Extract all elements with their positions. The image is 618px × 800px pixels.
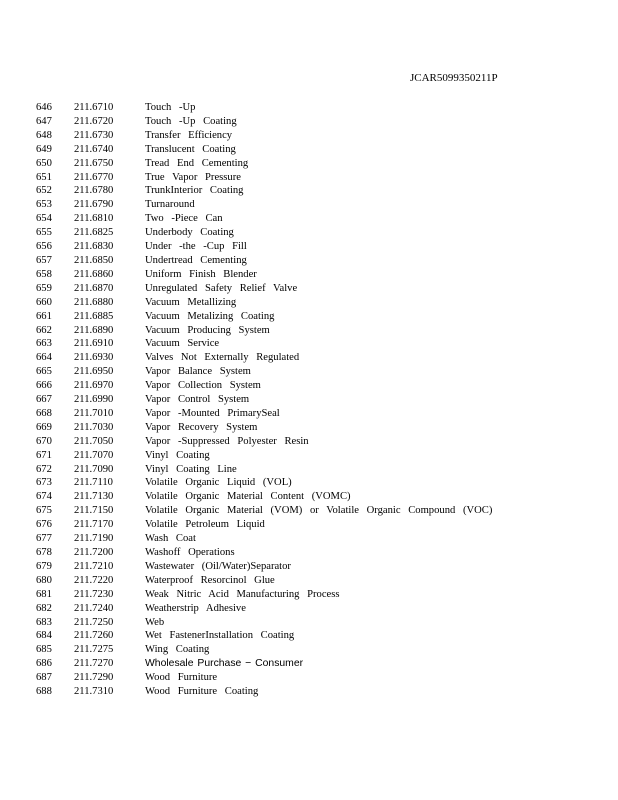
term-label: Wood Furniture Coating bbox=[145, 686, 259, 698]
list-item bbox=[36, 282, 606, 296]
list-item bbox=[36, 379, 606, 393]
term-label: Transfer Efficiency bbox=[145, 129, 233, 141]
section-number: 211.7275 bbox=[74, 644, 114, 656]
section-number: 211.7090 bbox=[74, 463, 114, 475]
row-number: 687 bbox=[36, 672, 52, 684]
list-item bbox=[36, 671, 606, 685]
section-number: 211.7130 bbox=[74, 491, 114, 503]
row-number: 649 bbox=[36, 143, 52, 155]
list-item bbox=[36, 518, 606, 532]
row-number: 669 bbox=[36, 421, 52, 433]
list-item bbox=[36, 240, 606, 254]
term-label: Volatile Petroleum Liquid bbox=[145, 519, 265, 531]
section-number: 211.7030 bbox=[74, 421, 114, 433]
list-item bbox=[36, 685, 606, 699]
row-number: 663 bbox=[36, 338, 52, 350]
row-number: 674 bbox=[36, 491, 52, 503]
row-number: 682 bbox=[36, 602, 52, 614]
section-number: 211.6780 bbox=[74, 185, 114, 197]
term-label: Under -the -Cup Fill bbox=[145, 241, 247, 253]
term-label: Volatile Organic Material (VOM) or Volatile Organic Compound (VOC) bbox=[145, 505, 493, 517]
term-label: Underbody Coating bbox=[145, 227, 234, 239]
row-number: 686 bbox=[36, 658, 52, 670]
section-number: 211.6880 bbox=[74, 296, 114, 308]
row-number: 668 bbox=[36, 407, 52, 419]
row-number: 675 bbox=[36, 505, 52, 517]
row-number: 659 bbox=[36, 282, 52, 294]
term-label: Vacuum Metallizing bbox=[145, 296, 237, 308]
list-item bbox=[36, 657, 606, 671]
term-label: TrunkInterior Coating bbox=[145, 185, 244, 197]
section-number: 211.6730 bbox=[74, 129, 114, 141]
section-number: 211.7270 bbox=[74, 658, 114, 670]
row-number: 672 bbox=[36, 463, 52, 475]
section-number: 211.7310 bbox=[74, 686, 114, 698]
section-number: 211.7220 bbox=[74, 574, 114, 586]
section-number: 211.6930 bbox=[74, 352, 114, 364]
list-item bbox=[36, 310, 606, 324]
list-item bbox=[36, 129, 606, 143]
list-item bbox=[36, 365, 606, 379]
list-item bbox=[36, 421, 606, 435]
term-label: Valves Not Externally Regulated bbox=[145, 352, 300, 364]
row-number: 670 bbox=[36, 435, 52, 447]
section-number: 211.7170 bbox=[74, 519, 114, 531]
section-number: 211.6750 bbox=[74, 157, 114, 169]
section-number: 211.6720 bbox=[74, 115, 114, 127]
row-number: 667 bbox=[36, 394, 52, 406]
section-number: 211.7230 bbox=[74, 588, 114, 600]
list-item bbox=[36, 616, 606, 630]
list-item bbox=[36, 101, 606, 115]
list-item bbox=[36, 629, 606, 643]
term-label: Vinyl Coating Line bbox=[145, 463, 237, 475]
list-item bbox=[36, 157, 606, 171]
term-label: Wet FastenerInstallation Coating bbox=[145, 630, 295, 642]
row-number: 648 bbox=[36, 129, 52, 141]
list-item bbox=[36, 351, 606, 365]
list-item bbox=[36, 546, 606, 560]
term-label: Vapor Collection System bbox=[145, 380, 261, 392]
term-label: Vacuum Producing System bbox=[145, 324, 270, 336]
section-number: 211.7210 bbox=[74, 560, 114, 572]
term-label: Translucent Coating bbox=[145, 143, 236, 155]
row-number: 685 bbox=[36, 644, 52, 656]
term-label: True Vapor Pressure bbox=[145, 171, 241, 183]
section-number: 211.7070 bbox=[74, 449, 114, 461]
term-label: Wash Coat bbox=[145, 533, 196, 545]
list-item bbox=[36, 393, 606, 407]
row-number: 655 bbox=[36, 227, 52, 239]
list-item bbox=[36, 198, 606, 212]
term-label: Unregulated Safety Relief Valve bbox=[145, 282, 298, 294]
section-number: 211.6790 bbox=[74, 199, 114, 211]
term-label: Vapor Control System bbox=[145, 394, 250, 406]
list-item bbox=[36, 254, 606, 268]
row-number: 684 bbox=[36, 630, 52, 642]
list-item bbox=[36, 463, 606, 477]
term-label: Vacuum Service bbox=[145, 338, 220, 350]
list-item bbox=[36, 226, 606, 240]
term-label: Tread End Cementing bbox=[145, 157, 249, 169]
list-item bbox=[36, 337, 606, 351]
section-number: 211.7200 bbox=[74, 547, 114, 558]
section-number: 211.7190 bbox=[74, 533, 114, 545]
section-number: 211.6740 bbox=[74, 143, 114, 155]
section-number: 211.6910 bbox=[74, 338, 114, 350]
list-item bbox=[36, 143, 606, 157]
section-number: 211.6810 bbox=[74, 213, 114, 225]
section-number: 211.6825 bbox=[74, 227, 114, 239]
term-label: Vapor -Mounted PrimarySeal bbox=[145, 407, 280, 419]
section-number: 211.6860 bbox=[74, 268, 114, 280]
list-item bbox=[36, 574, 606, 588]
section-number: 211.7240 bbox=[74, 602, 114, 614]
row-number: 656 bbox=[36, 241, 52, 253]
section-number: 211.6970 bbox=[74, 380, 114, 392]
section-number: 211.7250 bbox=[74, 616, 114, 628]
list-item bbox=[36, 115, 606, 129]
row-number: 652 bbox=[36, 185, 52, 197]
section-number: 211.6710 bbox=[74, 102, 114, 113]
document-id: JCAR5099350211P bbox=[410, 72, 498, 84]
row-number: 660 bbox=[36, 296, 52, 308]
list-item bbox=[36, 560, 606, 574]
row-number: 683 bbox=[36, 616, 52, 628]
term-label: Weatherstrip Adhesive bbox=[145, 602, 246, 614]
row-number: 647 bbox=[36, 115, 52, 127]
list-item bbox=[36, 212, 606, 226]
term-label: Weak Nitric Acid Manufacturing Process bbox=[145, 588, 340, 600]
row-number: 646 bbox=[36, 102, 52, 113]
list-item bbox=[36, 324, 606, 338]
list-item bbox=[36, 532, 606, 546]
row-number: 677 bbox=[36, 533, 52, 545]
section-number: 211.7260 bbox=[74, 630, 114, 642]
term-label: Vapor Recovery System bbox=[145, 421, 258, 433]
term-label: Waterproof Resorcinol Glue bbox=[145, 574, 275, 586]
row-number: 673 bbox=[36, 477, 52, 489]
list-item bbox=[36, 184, 606, 198]
row-number: 653 bbox=[36, 199, 52, 211]
section-number: 211.6830 bbox=[74, 241, 114, 253]
definitions-list bbox=[36, 101, 606, 699]
list-item bbox=[36, 296, 606, 310]
section-number: 211.7150 bbox=[74, 505, 114, 517]
row-number: 650 bbox=[36, 157, 52, 169]
section-number: 211.7050 bbox=[74, 435, 114, 447]
row-number: 654 bbox=[36, 213, 52, 225]
row-number: 678 bbox=[36, 547, 52, 558]
row-number: 676 bbox=[36, 519, 52, 531]
term-label: Vinyl Coating bbox=[145, 449, 210, 461]
row-number: 680 bbox=[36, 574, 52, 586]
list-item bbox=[36, 602, 606, 616]
term-label: Vacuum Metalizing Coating bbox=[145, 310, 275, 322]
term-label: Touch -Up Coating bbox=[145, 115, 237, 127]
section-number: 211.6850 bbox=[74, 254, 114, 266]
section-number: 211.6990 bbox=[74, 394, 114, 406]
row-number: 657 bbox=[36, 254, 52, 266]
list-item bbox=[36, 449, 606, 463]
section-number: 211.6890 bbox=[74, 324, 114, 336]
row-number: 688 bbox=[36, 686, 52, 698]
term-label: Undertread Cementing bbox=[145, 254, 247, 266]
section-number: 211.6950 bbox=[74, 366, 114, 378]
term-label: Two -Piece Can bbox=[145, 213, 223, 225]
row-number: 658 bbox=[36, 268, 52, 280]
term-label: Washoff Operations bbox=[145, 547, 235, 558]
term-label: Wholesale Purchase − Consumer bbox=[145, 658, 304, 670]
term-label: Vapor Balance System bbox=[145, 366, 251, 378]
term-label: Wastewater (Oil/Water)Separator bbox=[145, 560, 291, 572]
term-label: Volatile Organic Liquid (VOL) bbox=[145, 477, 292, 489]
list-item bbox=[36, 407, 606, 421]
term-label: Volatile Organic Material Content (VOMC) bbox=[145, 491, 351, 503]
row-number: 671 bbox=[36, 449, 52, 461]
row-number: 666 bbox=[36, 380, 52, 392]
term-label: Vapor -Suppressed Polyester Resin bbox=[145, 435, 309, 447]
row-number: 665 bbox=[36, 366, 52, 378]
section-number: 211.6870 bbox=[74, 282, 114, 294]
term-label: Web bbox=[145, 616, 165, 628]
term-label: Uniform Finish Blender bbox=[145, 268, 257, 280]
list-item bbox=[36, 435, 606, 449]
section-number: 211.7290 bbox=[74, 672, 114, 684]
row-number: 679 bbox=[36, 560, 52, 572]
row-number: 664 bbox=[36, 352, 52, 364]
row-number: 651 bbox=[36, 171, 52, 183]
term-label: Wood Furniture bbox=[145, 672, 218, 684]
list-item bbox=[36, 490, 606, 504]
section-number: 211.6885 bbox=[74, 310, 114, 322]
term-label: Wing Coating bbox=[145, 644, 210, 656]
term-label: Touch -Up bbox=[145, 102, 196, 113]
list-item bbox=[36, 268, 606, 282]
section-number: 211.6770 bbox=[74, 171, 114, 183]
section-number: 211.7010 bbox=[74, 407, 114, 419]
list-item bbox=[36, 476, 606, 490]
list-item bbox=[36, 171, 606, 185]
row-number: 681 bbox=[36, 588, 52, 600]
list-item bbox=[36, 588, 606, 602]
term-label: Turnaround bbox=[145, 199, 195, 211]
row-number: 662 bbox=[36, 324, 52, 336]
list-item bbox=[36, 643, 606, 657]
list-item bbox=[36, 504, 606, 518]
row-number: 661 bbox=[36, 310, 52, 322]
section-number: 211.7110 bbox=[74, 477, 113, 489]
